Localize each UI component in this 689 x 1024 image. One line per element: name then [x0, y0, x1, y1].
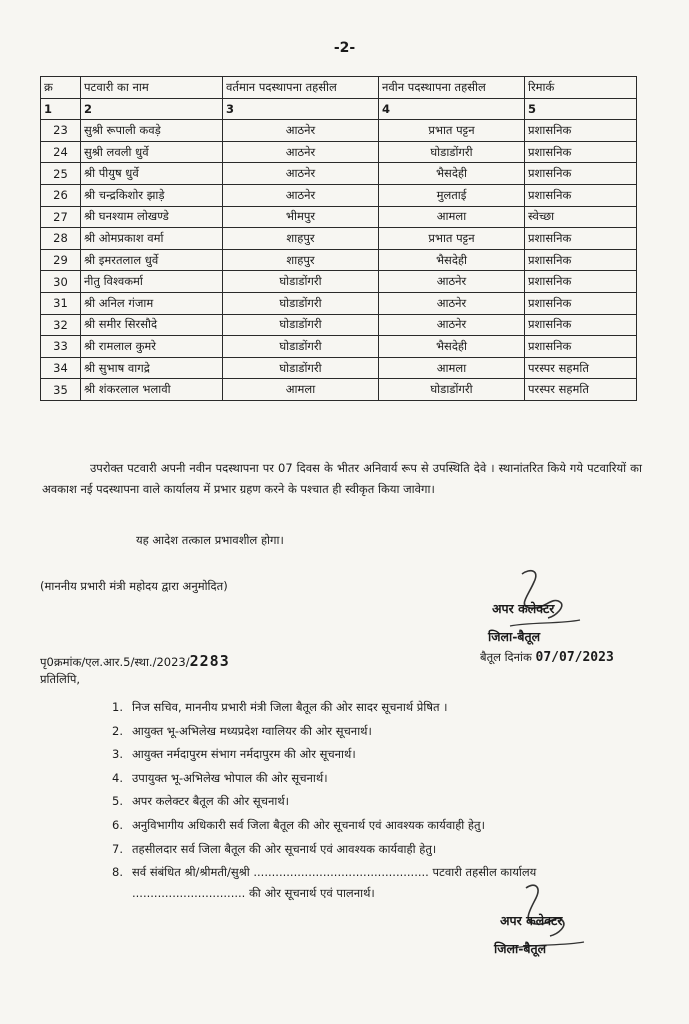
cell-current-tehsil: घोडाडोंगरी: [223, 292, 379, 314]
cell-serial: 29: [41, 249, 81, 271]
signatory-title: अपर कलेक्टर: [500, 913, 563, 928]
list-item-number: 5.: [112, 794, 123, 809]
table-row: [41, 292, 637, 314]
signatory-place: जिला-बैतूल: [488, 629, 541, 644]
list-item-text: सर्व संबंधित श्री/श्रीमती/सुश्री ................................................ पटवारी तहसील कार्यालय: [132, 865, 537, 880]
list-item-text: उपायुक्त भू-अभिलेख भोपाल की ओर सूचनार्थ।: [132, 770, 328, 785]
cell-serial: 34: [41, 357, 81, 379]
cell-current-tehsil: आठनेर: [223, 141, 379, 163]
cell-name: श्री सुभाष वागद्रे: [81, 357, 223, 379]
copy-list: [112, 696, 632, 885]
list-item-text: तहसीलदार सर्व जिला बैतूल की ओर सूचनार्थ एवं आवश्यक कार्यवाही हेतु।: [132, 841, 437, 856]
cell-serial: 25: [41, 163, 81, 185]
cell-serial: 26: [41, 184, 81, 206]
cell-new-tehsil: मुलताई: [379, 184, 525, 206]
page-number: -2-: [333, 40, 356, 56]
cell-current-tehsil: भीमपुर: [223, 206, 379, 228]
table-row: [41, 120, 637, 142]
table-row: [41, 271, 637, 293]
header-new-tehsil: नवीन पदस्थापना तहसील: [379, 77, 525, 99]
copy-label: प्रतिलिपि,: [40, 672, 81, 686]
col-num-4: 4: [379, 98, 525, 120]
cell-remark: परस्पर सहमति: [525, 379, 637, 401]
instruction-paragraph: [42, 458, 642, 500]
list-item: [112, 743, 632, 767]
cell-remark: प्रशासनिक: [525, 336, 637, 358]
cell-name: श्री चन्द्रकिशोर झाड़े: [81, 184, 223, 206]
cell-new-tehsil: आठनेर: [379, 292, 525, 314]
list-item: [112, 767, 632, 791]
list-item: [112, 838, 632, 862]
list-item: [112, 696, 632, 720]
cell-current-tehsil: घोडाडोंगरी: [223, 357, 379, 379]
cell-remark: प्रशासनिक: [525, 228, 637, 250]
cell-name: सुश्री लवली धुर्वे: [81, 141, 223, 163]
cell-serial: 33: [41, 336, 81, 358]
list-item-number: 1.: [112, 700, 123, 714]
cell-remark: स्वेच्छा: [525, 206, 637, 228]
cell-serial: 30: [41, 271, 81, 293]
column-number-row: [41, 98, 637, 120]
list-item-number: 2.: [112, 723, 123, 738]
list-item: [112, 720, 632, 744]
cell-serial: 32: [41, 314, 81, 336]
cell-new-tehsil: प्रभात पट्टन: [379, 120, 525, 142]
cell-name: श्री इमरतलाल धुर्वे: [81, 249, 223, 271]
cell-remark: परस्पर सहमति: [525, 357, 637, 379]
reference-number: [40, 652, 230, 670]
instruction-text: उपरोक्त पटवारी अपनी नवीन पदस्थापना पर 07 दिवस के भीतर अनिवार्य रूप से उपस्थिति देवे । स्थानांतरित किये गये पटवारियों का अवकाश नई पदस्थापना वाले कार्यालय में प्रभार ग्रहण करने के पश्चात ही स्वीकृत किया जावेगा।: [42, 461, 642, 496]
cell-new-tehsil: घोडाडोंगरी: [379, 379, 525, 401]
list-item-text: अपर कलेक्टर बैतूल की ओर सूचनार्थ।: [132, 794, 290, 809]
header-remark: रिमार्क: [525, 77, 637, 99]
cell-name: श्री रामलाल कुमरे: [81, 336, 223, 358]
header-current-tehsil: वर्तमान पदस्थापना तहसील: [223, 77, 379, 99]
col-num-5: 5: [525, 98, 637, 120]
order-effect-line: यह आदेश तत्काल प्रभावशील होगा।: [136, 533, 284, 547]
cell-current-tehsil: आमला: [223, 379, 379, 401]
table-row: [41, 184, 637, 206]
cell-remark: प्रशासनिक: [525, 184, 637, 206]
list-item-text: निज सचिव, माननीय प्रभारी मंत्री जिला बैतूल की ओर सादर सूचनार्थ प्रेषित ।: [132, 700, 448, 714]
cell-current-tehsil: घोडाडोंगरी: [223, 336, 379, 358]
list-item-number: 7.: [112, 841, 123, 856]
cell-remark: प्रशासनिक: [525, 141, 637, 163]
signatory-title: अपर कलेक्टर: [492, 601, 555, 616]
table-row: [41, 336, 637, 358]
cell-current-tehsil: आठनेर: [223, 184, 379, 206]
cell-remark: प्रशासनिक: [525, 120, 637, 142]
copy-8-continuation: ............................... की ओर सूचनार्थ एवं पालनार्थ।: [132, 886, 375, 900]
cell-serial: 23: [41, 120, 81, 142]
cell-new-tehsil: घोडाडोंगरी: [379, 141, 525, 163]
list-item-number: 3.: [112, 747, 123, 762]
cell-current-tehsil: शाहपुर: [223, 228, 379, 250]
list-item-number: 6.: [112, 817, 123, 832]
cell-serial: 31: [41, 292, 81, 314]
date-prefix: बैतूल दिनांक: [480, 650, 536, 664]
cell-name: श्री पीयुष धुर्वे: [81, 163, 223, 185]
cell-remark: प्रशासनिक: [525, 163, 637, 185]
cell-current-tehsil: शाहपुर: [223, 249, 379, 271]
list-item-text: अनुविभागीय अधिकारी सर्व जिला बैतूल की ओर सूचनार्थ एवं आवश्यक कार्यवाही हेतु।: [132, 817, 485, 832]
ref-number-handwritten: 2283: [189, 652, 230, 670]
table-header-row: [41, 77, 637, 99]
cell-name: नीतु विश्वकर्मा: [81, 271, 223, 293]
cell-name: श्री अनिल गंजाम: [81, 292, 223, 314]
table-row: [41, 228, 637, 250]
cell-name: श्री समीर सिरसौदे: [81, 314, 223, 336]
header-serial: क्र: [41, 77, 81, 99]
col-num-2: 2: [81, 98, 223, 120]
cell-new-tehsil: आमला: [379, 206, 525, 228]
cell-remark: प्रशासनिक: [525, 314, 637, 336]
cell-serial: 35: [41, 379, 81, 401]
ref-prefix: पृ0क्रमांक/एल.आर.5/स्था./2023/: [40, 655, 190, 669]
table-row: [41, 379, 637, 401]
cell-name: श्री शंकरलाल भलावी: [81, 379, 223, 401]
table-row: [41, 141, 637, 163]
cell-current-tehsil: आठनेर: [223, 120, 379, 142]
signatory-place: जिला-बैतूल: [494, 941, 547, 956]
table-row: [41, 206, 637, 228]
cell-serial: 24: [41, 141, 81, 163]
cell-new-tehsil: आमला: [379, 357, 525, 379]
list-item: [112, 814, 632, 838]
cell-new-tehsil: भैसदेही: [379, 163, 525, 185]
cell-new-tehsil: आठनेर: [379, 314, 525, 336]
cell-new-tehsil: प्रभात पट्टन: [379, 228, 525, 250]
header-name: पटवारी का नाम: [81, 77, 223, 99]
cell-current-tehsil: घोडाडोंगरी: [223, 314, 379, 336]
cell-serial: 27: [41, 206, 81, 228]
list-item-text: आयुक्त नर्मदापुरम संभाग नर्मदापुरम की ओर सूचनार्थ।: [132, 747, 356, 762]
list-item: [112, 790, 632, 814]
transfer-table: [40, 76, 637, 401]
cell-new-tehsil: भैसदेही: [379, 336, 525, 358]
cell-remark: प्रशासनिक: [525, 292, 637, 314]
table-row: [41, 314, 637, 336]
cell-name: सुश्री रूपाली कवड़े: [81, 120, 223, 142]
cell-name: श्री ओमप्रकाश वर्मा: [81, 228, 223, 250]
cell-remark: प्रशासनिक: [525, 249, 637, 271]
table-row: [41, 249, 637, 271]
list-item: [112, 861, 632, 885]
cell-name: श्री घनश्याम लोखण्डे: [81, 206, 223, 228]
col-num-3: 3: [223, 98, 379, 120]
list-item-text: आयुक्त भू-अभिलेख मध्यप्रदेश ग्वालियर की ओर सूचनार्थ।: [132, 723, 372, 738]
list-item-number: 4.: [112, 770, 123, 785]
table-row: [41, 163, 637, 185]
cell-serial: 28: [41, 228, 81, 250]
table-row: [41, 357, 637, 379]
list-item-number: 8.: [112, 865, 123, 880]
col-num-1: 1: [41, 98, 81, 120]
approval-note: (माननीय प्रभारी मंत्री महोदय द्वारा अनुमोदित): [40, 579, 228, 593]
date-value: 07/07/2023: [535, 650, 614, 665]
dispatch-date: [480, 650, 614, 665]
cell-new-tehsil: भैसदेही: [379, 249, 525, 271]
cell-remark: प्रशासनिक: [525, 271, 637, 293]
cell-current-tehsil: घोडाडोंगरी: [223, 271, 379, 293]
cell-current-tehsil: आठनेर: [223, 163, 379, 185]
cell-new-tehsil: आठनेर: [379, 271, 525, 293]
